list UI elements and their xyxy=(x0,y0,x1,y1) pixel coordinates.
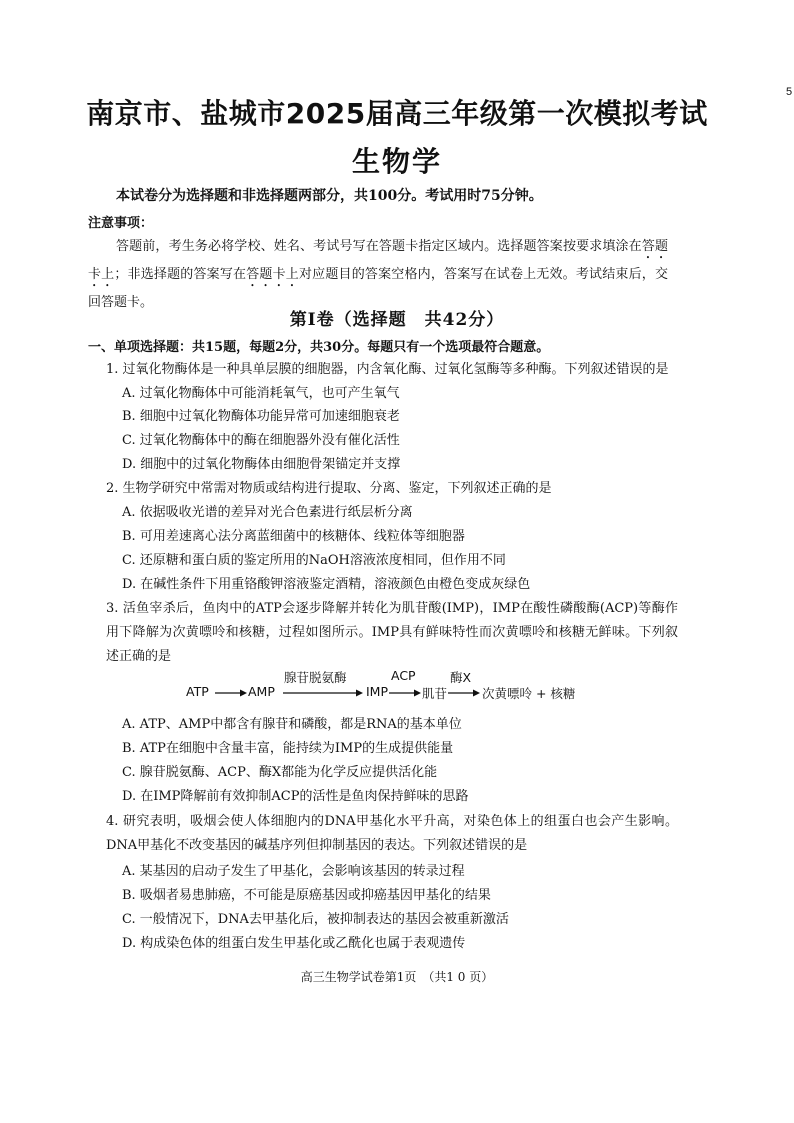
question-1-option-c: C. 过氧化物酶体中的酶在细胞器外没有催化活性 xyxy=(122,433,400,448)
question-4-option-c: C. 一般情况下，DNA去甲基化后，被抑制表达的基因会被重新激活 xyxy=(122,912,509,927)
notice-text-part-1: 答题前，考生务必将学校、姓名、考试号写在答题卡指定区域内。选择题答案按要求填涂在 xyxy=(116,239,642,254)
question-3-option-d: D. 在IMP降解前有效抑制ACP的活性是鱼肉保持鲜味的思路 xyxy=(122,789,469,804)
notice-text xyxy=(88,234,668,315)
section-heading: 一、单项选择题：共15题，每题2分，共30分。每题只有一个选项最符合题意。 xyxy=(88,340,550,355)
arrow-icon xyxy=(214,685,248,699)
diagram-atp: ATP xyxy=(186,684,209,699)
question-4-option-b: B. 吸烟者易患肺癌，不可能是原癌基因或抑癌基因甲基化的结果 xyxy=(122,888,491,903)
notice-emphasis-1: 答题卡上 xyxy=(88,239,668,282)
question-2-option-a: A. 依据吸收光谱的差异对光合色素进行纸层析分离 xyxy=(122,505,413,520)
notice-heading: 注意事项： xyxy=(88,216,154,231)
question-1-option-d: D. 细胞中的过氧化物酶体由细胞骨架锚定并支撑 xyxy=(122,457,401,472)
diagram-enzyme-2: ACP xyxy=(391,668,416,683)
page-footer: 高三生物学试卷第1页 （共1 0 页） xyxy=(300,970,494,984)
diagram-enzyme-3: 酶X xyxy=(450,670,472,685)
exam-title: 南京市、盐城市2025届高三年级第一次模拟考试 xyxy=(86,97,708,130)
question-3-option-a: A. ATP、AMP中都含有腺苷和磷酸，都是RNA的基本单位 xyxy=(122,717,462,732)
page-number: 5 xyxy=(786,86,793,98)
question-2-stem: 2. 生物学研究中常需对物质或结构进行提取、分离、鉴定，下列叙述正确的是 xyxy=(106,481,552,496)
notice-text-part-2: ；非选择题的答案写在 xyxy=(114,267,247,282)
diagram-inosine: 肌苷 xyxy=(422,686,448,701)
exam-intro: 本试卷分为选择题和非选择题两部分，共100分。考试用时75分钟。 xyxy=(116,188,543,204)
arrow-icon xyxy=(388,685,422,699)
question-1-stem: 1. 过氧化物酶体是一种具单层膜的细胞器，内含氧化酶、过氧化氢酶等多种酶。下列叙述错误的是 xyxy=(106,362,669,377)
question-1-option-b: B. 细胞中过氧化物酶体功能异常可加速细胞衰老 xyxy=(122,409,400,424)
question-4-option-d: D. 构成染色体的组蛋白发生甲基化或乙酰化也属于表观遗传 xyxy=(122,936,466,951)
question-4-option-a: A. 某基因的启动子发生了甲基化，会影响该基因的转录过程 xyxy=(122,864,465,879)
question-3-option-b: B. ATP在细胞中含量丰富，能持续为IMP的生成提供能量 xyxy=(122,741,454,756)
diagram-products: 次黄嘌呤 + 核糖 xyxy=(482,686,576,701)
notice-text-part-3: 对应题目的答案空格内，答案写在试卷上无效。考试结束后，交回答题卡。 xyxy=(88,267,668,310)
question-4-stem: 4. 研究表明，吸烟会使人体细胞内的DNA甲基化水平升高，对染色体上的组蛋白也会产生影响。DNA甲基化不改变基因的碱基序列但抑制基因的表达。下列叙述错误的是 xyxy=(106,814,678,853)
diagram-enzyme-1: 腺苷脱氨酶 xyxy=(284,670,347,685)
question-1-option-a: A. 过氧化物酶体中可能消耗氧气，也可产生氧气 xyxy=(122,386,400,401)
volume-title: 第Ⅰ卷（选择题 共42分） xyxy=(289,310,505,330)
question-2-option-c: C. 还原糖和蛋白质的鉴定所用的NaOH溶液浓度相同，但作用不同 xyxy=(122,553,506,568)
subject-title: 生物学 xyxy=(351,145,442,178)
question-2-option-b: B. 可用差速离心法分离蓝细菌中的核糖体、线粒体等细胞器 xyxy=(122,529,465,544)
notice-emphasis-2: 答题卡上 xyxy=(246,267,299,282)
reaction-pathway-diagram xyxy=(186,668,606,708)
diagram-amp: AMP xyxy=(248,684,275,699)
question-3-option-c: C. 腺苷脱氨酶、ACP、酶X都能为化学反应提供活化能 xyxy=(122,765,438,780)
question-2-option-d: D. 在碱性条件下用重铬酸钾溶液鉴定酒精，溶液颜色由橙色变成灰绿色 xyxy=(122,577,531,592)
diagram-imp: IMP xyxy=(366,684,389,699)
question-3-stem: 3. 活鱼宰杀后，鱼肉中的ATP会逐步降解并转化为肌苷酸(IMP)，IMP在酸性磷酸酶(ACP)等酶作用下降解为次黄嘌呤和核糖，过程如图所示。IMP具有鲜味特性而次黄嘌呤和核糖无鲜味。下列叙述正确的是 xyxy=(106,601,678,664)
arrow-icon xyxy=(447,685,481,699)
arrow-icon xyxy=(282,685,364,699)
